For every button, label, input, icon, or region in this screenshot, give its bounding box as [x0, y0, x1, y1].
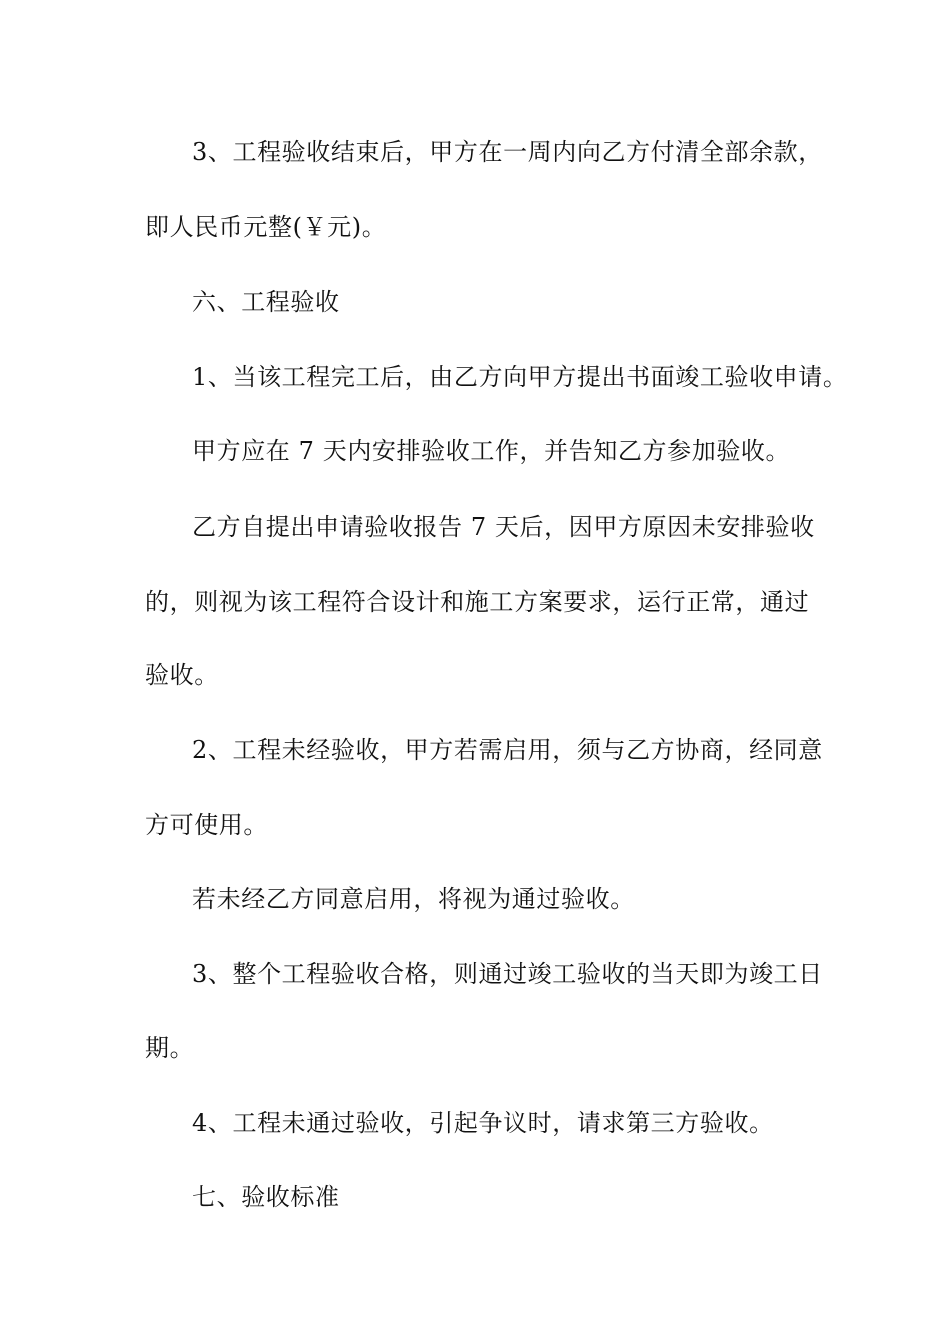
paragraph-line: 甲方应在 7 天内安排验收工作，并告知乙方参加验收。 [192, 437, 791, 465]
paragraph-line: 期。 [145, 1034, 195, 1062]
paragraph-line: 乙方自提出申请验收报告 7 天后，因甲方原因未安排验收 [192, 513, 815, 541]
paragraph-line: 4、工程未通过验收，引起争议时，请求第三方验收。 [192, 1109, 774, 1137]
section-heading: 六、工程验收 [192, 288, 340, 316]
paragraph-line: 若未经乙方同意启用，将视为通过验收。 [192, 885, 635, 913]
paragraph-line: 方可使用。 [145, 811, 268, 839]
paragraph-line: 的，则视为该工程符合设计和施工方案要求，运行正常，通过 [145, 588, 810, 616]
paragraph-line: 即人民币元整(￥元)。 [145, 213, 387, 241]
section-heading: 七、验收标准 [192, 1183, 340, 1211]
paragraph-line: 3、工程验收结束后，甲方在一周内向乙方付清全部余款， [192, 138, 823, 166]
paragraph-line: 1、当该工程完工后，由乙方向甲方提出书面竣工验收申请。 [192, 363, 848, 391]
paragraph-line: 2、工程未经验收，甲方若需启用，须与乙方协商，经同意 [192, 736, 823, 764]
paragraph-line: 3、整个工程验收合格，则通过竣工验收的当天即为竣工日 [192, 960, 823, 988]
paragraph-line: 验收。 [145, 661, 219, 689]
